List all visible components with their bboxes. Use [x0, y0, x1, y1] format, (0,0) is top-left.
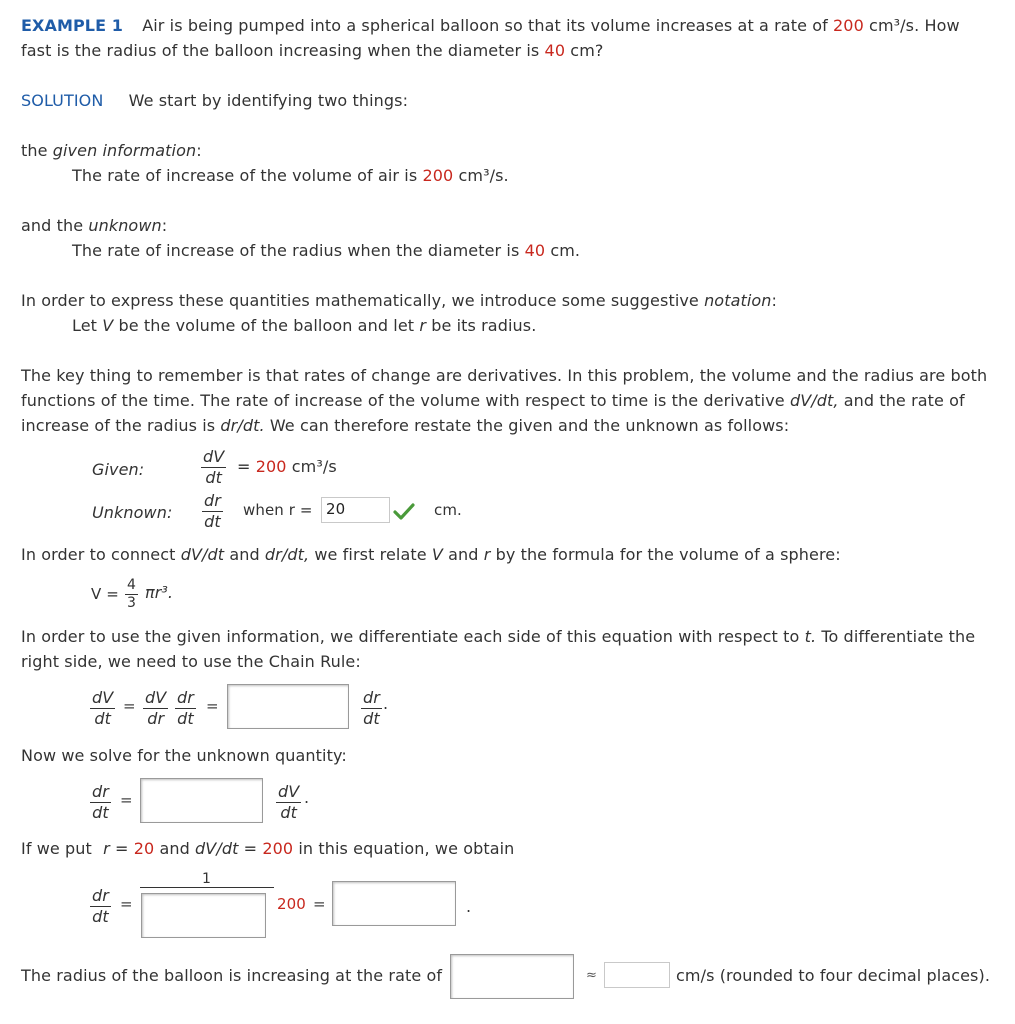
notation-r: r	[419, 316, 427, 335]
final-fraction-bar	[140, 887, 274, 888]
solve-text: Now we solve for the unknown quantity:	[21, 746, 347, 765]
frac-den: 3	[127, 595, 137, 611]
key-line-2	[21, 391, 965, 410]
connect-r: r	[483, 545, 491, 564]
connect-a: In order to connect	[21, 545, 176, 564]
final-value: 200	[277, 895, 306, 913]
final-numerator: 1	[202, 871, 212, 887]
sub-dvdt: dV/dt =	[195, 839, 258, 858]
frac-den: dt	[94, 709, 111, 728]
key-line-2a: functions of the time. The rate of increase of the volume with respect to time is the derivative	[21, 391, 785, 410]
given-lead-a: the	[21, 141, 48, 160]
frac-num: dr	[363, 688, 380, 707]
diff-line-1b: To differentiate the	[821, 627, 976, 646]
answer-exact-input[interactable]	[450, 954, 574, 999]
rate-unit: cm³/s.	[869, 16, 920, 35]
answer-decimal-input[interactable]	[604, 962, 670, 988]
frac-den: dt	[92, 803, 109, 822]
diff-line-2: right side, we need to use the Chain Rule:	[21, 652, 361, 671]
given-lead-em: given information	[52, 141, 197, 160]
solve-dvdt	[276, 783, 301, 822]
key-line-3em: dr/dt.	[220, 416, 265, 435]
given-rate-unit: cm³/s	[291, 457, 337, 476]
frac-num: dV	[278, 782, 300, 801]
problem-text-2b: cm?	[570, 41, 604, 60]
sub-a: If we put	[21, 839, 92, 858]
connect-v: V	[431, 545, 443, 564]
answer-text: The radius of the balloon is increasing at the rate of	[21, 966, 443, 985]
drdt-fraction	[202, 492, 223, 531]
solve-dot: .	[304, 788, 310, 807]
answer-unit: cm/s (rounded to four decimal places).	[676, 966, 991, 985]
problem-text-2: fast is the radius of the balloon increasing when the diameter is	[21, 41, 540, 60]
problem-line-2	[21, 41, 603, 60]
eq-sign: =	[237, 457, 251, 476]
key-line-1: The key thing to remember is that rates of change are derivatives. In this problem, the volume and the radius are both	[21, 366, 988, 385]
frac-den: dt	[205, 468, 222, 487]
final-denominator-input[interactable]	[141, 893, 266, 938]
frac-num: dV	[145, 688, 167, 707]
key-line-3	[21, 416, 789, 435]
key-line-2b: and the rate of	[843, 391, 965, 410]
connect-d: and	[448, 545, 479, 564]
frac-den: dt	[280, 803, 297, 822]
formula-lhs: V =	[91, 585, 119, 603]
chain-eq-2: =	[206, 697, 219, 715]
diff-line-1	[21, 627, 975, 646]
key-line-3a: increase of the radius is	[21, 416, 216, 435]
connect-em2: dr/dt,	[264, 545, 310, 564]
solution-label: SOLUTION	[21, 91, 104, 110]
final-period: .	[466, 897, 472, 916]
unknown-lead	[21, 216, 167, 235]
frac-num: dr	[92, 886, 109, 905]
diff-line-1a: In order to use the given information, we differentiate each side of this equation with respect to	[21, 627, 800, 646]
frac-num: 4	[127, 577, 137, 593]
notation-v: V	[102, 316, 114, 335]
connect-b: and	[229, 545, 260, 564]
frac-num: dV	[92, 688, 114, 707]
diameter-value: 40	[544, 41, 566, 60]
final-eq-1: =	[120, 895, 133, 913]
key-line-2em: dV/dt,	[789, 391, 839, 410]
dvdt-fraction	[201, 448, 226, 487]
solution-line	[21, 91, 408, 110]
example-label: EXAMPLE 1	[21, 16, 124, 35]
problem-text-1b: How	[924, 16, 960, 35]
frac-den: dt	[177, 709, 194, 728]
chain-dot: .	[383, 694, 389, 713]
notation-let: Let	[72, 316, 98, 335]
diff-line-1t: t.	[804, 627, 817, 646]
sub-dvdt-value: 200	[262, 839, 294, 858]
final-drdt	[90, 887, 111, 926]
formula-rest: πr³.	[145, 583, 174, 602]
notation-line-2	[72, 316, 536, 335]
unknown-label: Unknown:	[92, 503, 173, 522]
solve-eq: =	[120, 791, 133, 809]
unknown-value: 40	[524, 241, 546, 260]
unknown-lead-b: :	[161, 216, 168, 235]
unknown-text-a: The rate of increase of the radius when the diameter is	[72, 241, 520, 260]
when-text: when r =	[243, 501, 313, 519]
unknown-text	[72, 241, 580, 260]
solve-drdt	[90, 783, 111, 822]
connect-c: we first relate	[314, 545, 427, 564]
given-text-a: The rate of increase of the volume of air is	[72, 166, 418, 185]
connect-line	[21, 545, 841, 564]
frac-den: dt	[204, 512, 221, 531]
sub-c: in this equation, we obtain	[298, 839, 515, 858]
frac-num: dr	[177, 688, 194, 707]
connect-em1: dV/dt	[180, 545, 225, 564]
notation-line-1	[21, 291, 777, 310]
substitute-line	[21, 839, 514, 858]
given-lead-b: :	[196, 141, 202, 160]
notation-text-mid: be the volume of the balloon and let	[118, 316, 415, 335]
unknown-lead-em: unknown	[88, 216, 162, 235]
notation-text-a: In order to express these quantities mathematically, we introduce some suggestive	[21, 291, 699, 310]
given-unit: cm³/s.	[458, 166, 509, 185]
example-header	[21, 16, 960, 35]
chain-dvdt	[90, 689, 115, 728]
unknown-lead-a: and the	[21, 216, 84, 235]
approx-symbol: ≈	[586, 968, 597, 983]
frac-num: dr	[92, 782, 109, 801]
notation-em: notation	[704, 291, 772, 310]
given-value: 200	[422, 166, 454, 185]
chain-eq-1: =	[123, 697, 136, 715]
frac-den: dr	[147, 709, 165, 728]
final-eq-2: =	[313, 895, 326, 913]
given-text	[72, 166, 509, 185]
sub-b: and	[159, 839, 190, 858]
check-icon	[393, 503, 415, 521]
connect-e: by the formula for the volume of a sphere:	[495, 545, 841, 564]
problem-text-1: Air is being pumped into a spherical balloon so that its volume increases at a rate of	[142, 16, 828, 35]
given-equation	[237, 457, 337, 476]
four-thirds-fraction	[125, 578, 138, 611]
given-rate: 200	[255, 457, 287, 476]
cm-unit: cm.	[434, 501, 462, 519]
notation-text-b: :	[771, 291, 778, 310]
solve-answer-input[interactable]	[140, 778, 263, 823]
sub-r: r =	[103, 839, 129, 858]
given-lead	[21, 141, 202, 160]
given-label: Given:	[92, 460, 145, 479]
frac-num: dV	[203, 447, 225, 466]
r-input[interactable]: 20	[321, 497, 390, 523]
chain-dvdr	[143, 689, 168, 728]
solution-text: We start by identifying two things:	[128, 91, 409, 110]
key-line-3b: We can therefore restate the given and the unknown as follows:	[269, 416, 790, 435]
frac-den: dt	[363, 709, 380, 728]
chain-drdt	[175, 689, 196, 728]
chain-drdt-result	[361, 689, 382, 728]
final-result-input[interactable]	[332, 881, 456, 926]
notation-text-end: be its radius.	[431, 316, 537, 335]
unknown-unit: cm.	[550, 241, 581, 260]
frac-num: dr	[204, 491, 221, 510]
frac-den: dt	[92, 907, 109, 926]
chain-answer-input[interactable]	[227, 684, 349, 729]
sub-r-value: 20	[133, 839, 155, 858]
rate-value: 200	[833, 16, 864, 35]
